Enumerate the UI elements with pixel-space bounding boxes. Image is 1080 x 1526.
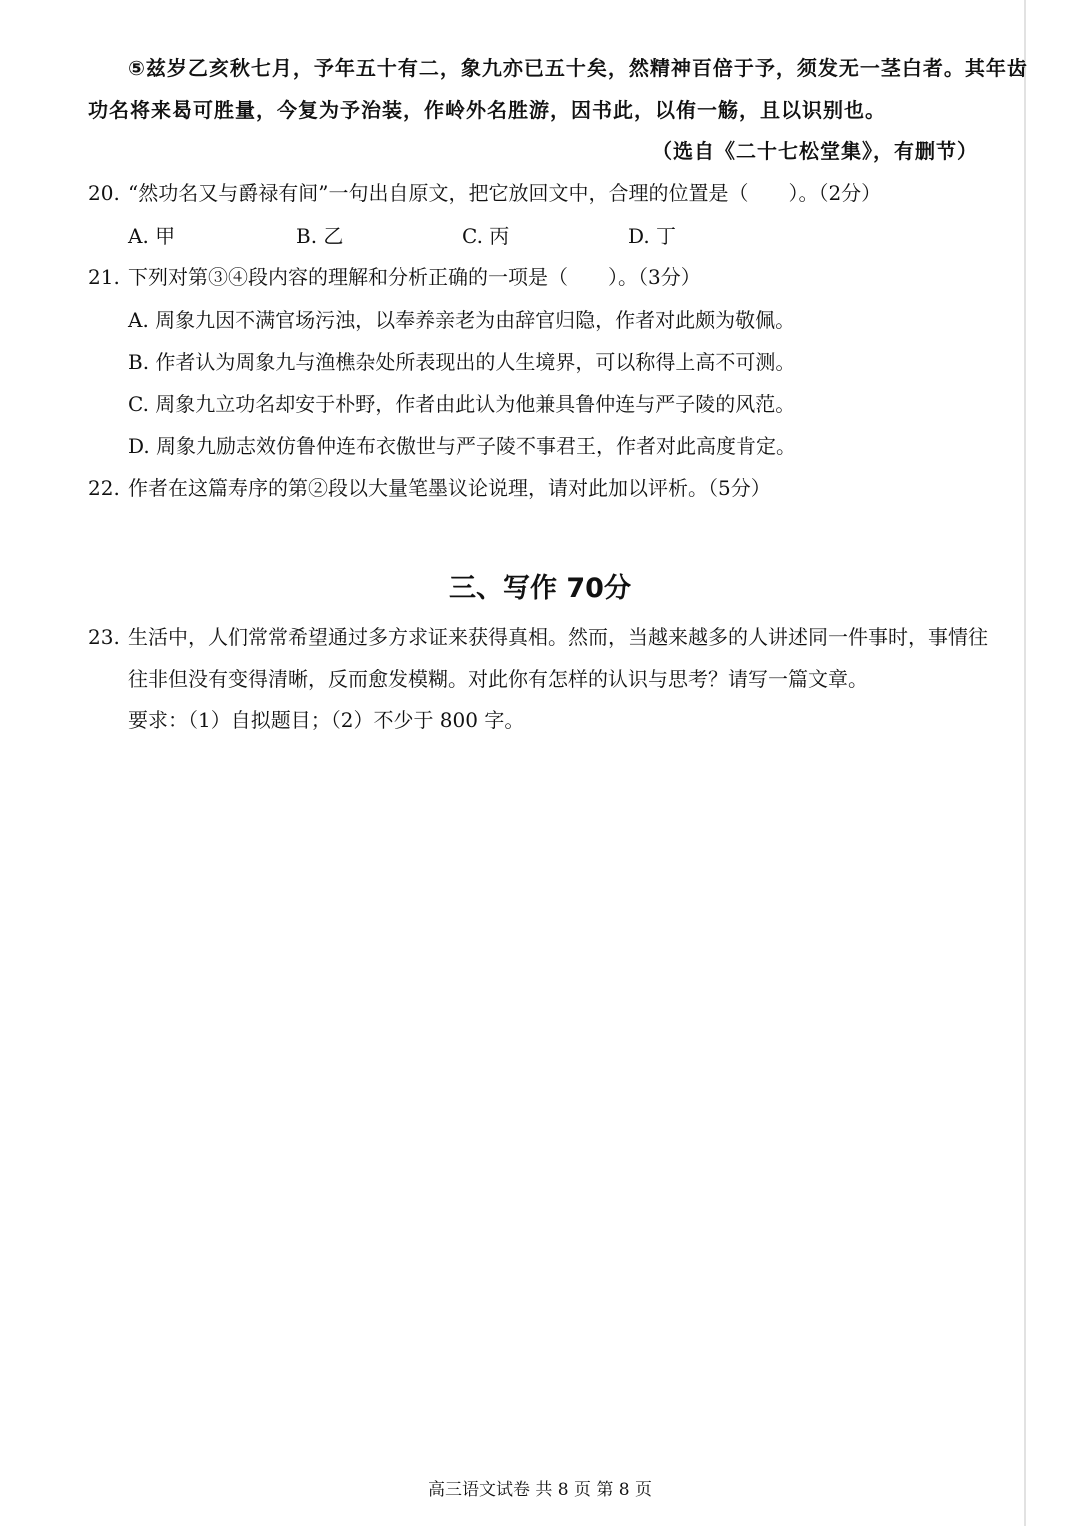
- option-a: A. 甲: [128, 224, 176, 248]
- option-d: D. 周象九励志效仿鲁仲连布衣傲世与严子陵不事君王，作者对此高度肯定。: [128, 434, 797, 458]
- question-stem: 作者在这篇寿序的第②段以大量笔墨议论说理，请对此加以评析。（5分）: [128, 476, 771, 500]
- option-c: C. 周象九立功名却安于朴野，作者由此认为他兼具鲁仲连与严子陵的风范。: [128, 392, 796, 416]
- question-stem: 下列对第③④段内容的理解和分析正确的一项是（ ）。（3分）: [128, 265, 701, 289]
- prompt-line: 往非但没有变得清晰，反而愈发模糊。对此你有怎样的认识与思考？请写一篇文章。: [128, 667, 868, 691]
- passage-line: ⑤兹岁乙亥秋七月，予年五十有二，象九亦已五十矣，然精神百倍于予，须发无一茎白者。其年齿: [128, 56, 1028, 80]
- page-footer: 高三语文试卷 共 8 页 第 8 页: [427, 1480, 653, 1500]
- question-number: 21.: [88, 265, 120, 289]
- option-a: A. 周象九因不满官场污浊，以奉养亲老为由辞官归隐，作者对此颇为敬佩。: [128, 308, 796, 332]
- option-c: C. 丙: [462, 224, 510, 248]
- prompt-line: 生活中，人们常常希望通过多方求证来获得真相。然而，当越来越多的人讲述同一件事时，事情往: [128, 625, 988, 649]
- question-number: 22.: [88, 476, 120, 500]
- option-b: B. 作者认为周象九与渔樵杂处所表现出的人生境界，可以称得上高不可测。: [128, 350, 796, 374]
- option-d: D. 丁: [628, 224, 677, 248]
- question-stem: “然功名又与爵禄有间”一句出自原文，把它放回文中，合理的位置是（ ）。（2分）: [128, 181, 882, 205]
- passage-source: （选自《二十七松堂集》，有删节）: [652, 139, 978, 163]
- passage-line: 功名将来曷可胜量，今复为予治装，作岭外名胜游，因书此，以侑一觞，且以识别也。: [88, 98, 886, 122]
- question-number: 20.: [88, 181, 120, 205]
- requirement: 要求：（1）自拟题目；（2）不少于 800 字。: [128, 708, 525, 732]
- option-b: B. 乙: [296, 224, 344, 248]
- question-number: 23.: [88, 625, 120, 649]
- section-title: 三、写作 70分: [449, 573, 631, 604]
- page-edge: [1024, 0, 1026, 1526]
